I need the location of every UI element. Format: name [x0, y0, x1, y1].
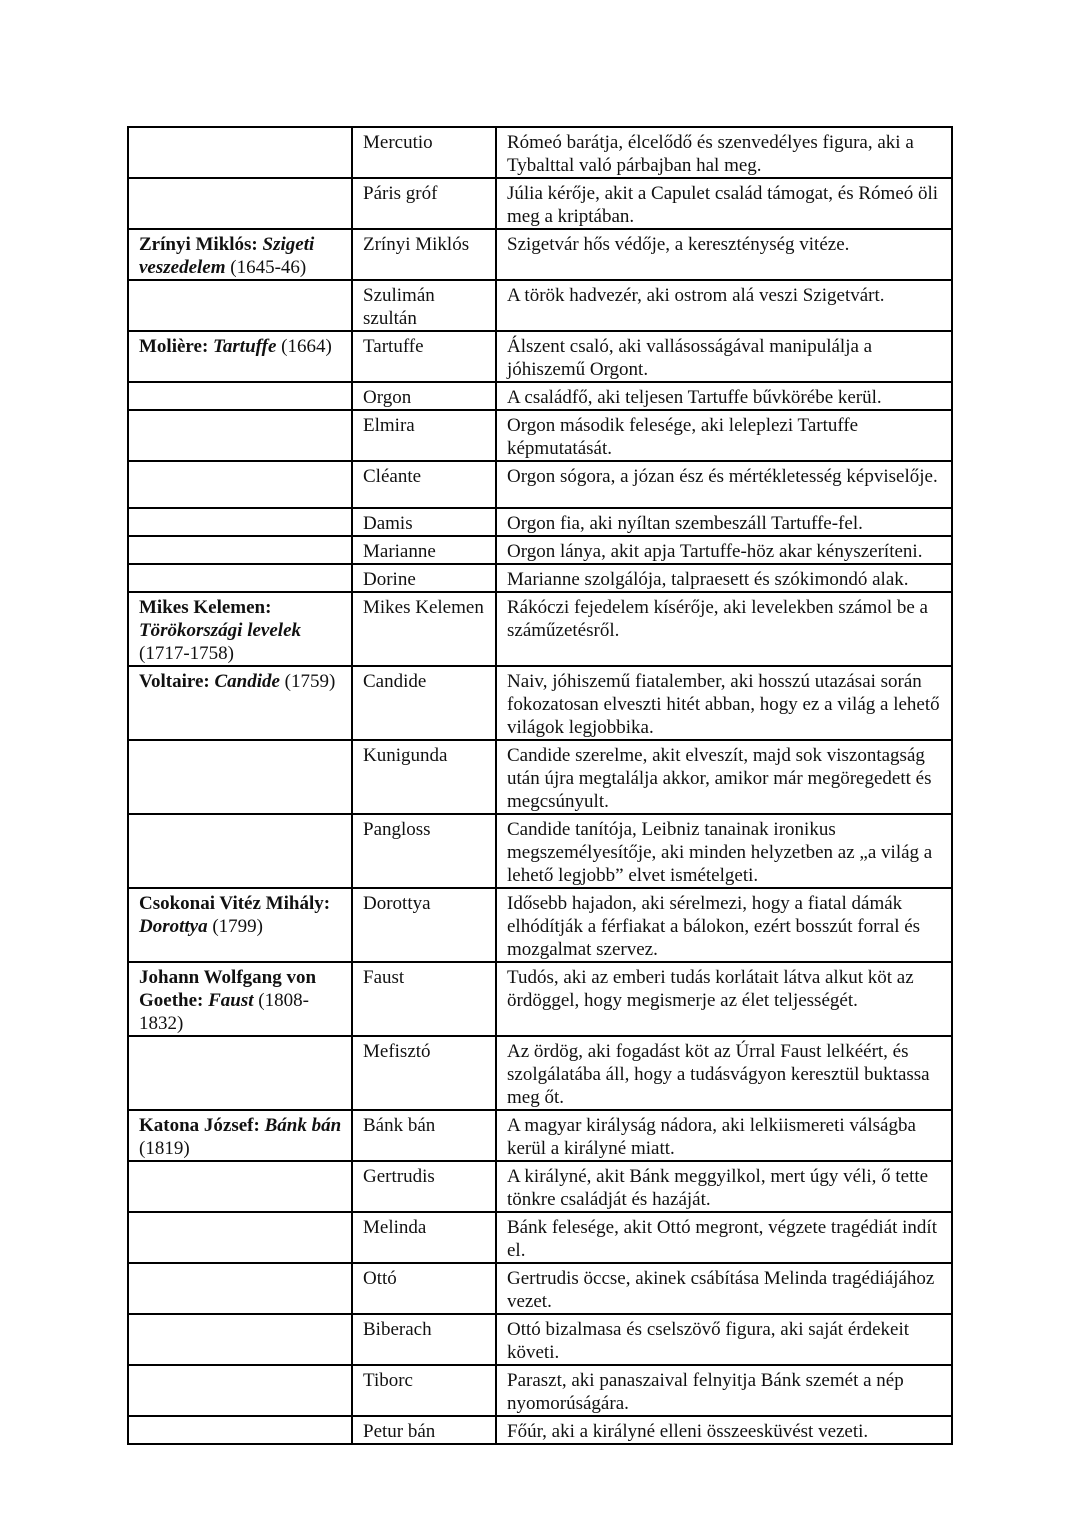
work-author: Katona József: [139, 1115, 265, 1136]
character-name: Faust [352, 962, 496, 1036]
work-cell [128, 1110, 352, 1161]
table-row [128, 814, 952, 888]
table-row [128, 564, 952, 592]
work-cell [128, 1314, 352, 1365]
character-name: Tartuffe [352, 331, 496, 382]
character-description: Szigetvár hős védője, a kereszténység vitéze. [496, 229, 952, 280]
character-description: Marianne szolgálója, talpraesett és szókimondó alak. [496, 564, 952, 592]
character-description: A királyné, akit Bánk meggyilkol, mert úgy véli, ő tette tönkre családját és hazáját. [496, 1161, 952, 1212]
table-row [128, 1263, 952, 1314]
character-description: Orgon második felesége, aki leleplezi Tartuffe képmutatását. [496, 410, 952, 461]
character-description: Rákóczi fejedelem kísérője, aki levelekben számol be a száműzetésről. [496, 592, 952, 666]
table-row [128, 508, 952, 536]
character-description: Idősebb hajadon, aki sérelmezi, hogy a fiatal dámák elhódítják a férfiakat a bálokon, ezért bosszút forral és mozgalmat szervez. [496, 888, 952, 962]
character-name: Szulimán szultán [352, 280, 496, 331]
table-row [128, 592, 952, 666]
character-description: Orgon sógora, a józan ész és mértékletesség képviselője. [496, 461, 952, 508]
work-cell [128, 888, 352, 962]
character-name: Orgon [352, 382, 496, 410]
character-name: Mercutio [352, 127, 496, 178]
table-row [128, 1416, 952, 1444]
character-name: Kunigunda [352, 740, 496, 814]
table-row [128, 666, 952, 740]
work-cell [128, 410, 352, 461]
character-description: Tudós, aki az emberi tudás korlátait látva alkut köt az ördöggel, hogy megismerje az élet teljességét. [496, 962, 952, 1036]
work-date: (1759) [279, 671, 336, 692]
table-row [128, 178, 952, 229]
work-cell [128, 178, 352, 229]
work-cell [128, 1212, 352, 1263]
table-row [128, 1110, 952, 1161]
work-cell [128, 461, 352, 508]
work-cell [128, 666, 352, 740]
table-row [128, 461, 952, 508]
work-cell [128, 1365, 352, 1416]
work-cell [128, 127, 352, 178]
character-name: Damis [352, 508, 496, 536]
character-name: Ottó [352, 1263, 496, 1314]
work-cell [128, 331, 352, 382]
character-name: Zrínyi Miklós [352, 229, 496, 280]
work-author: Johann Wolfgang von Goethe: [139, 967, 317, 1011]
work-cell [128, 536, 352, 564]
work-cell [128, 382, 352, 410]
character-name: Gertrudis [352, 1161, 496, 1212]
work-date: (1819) [139, 1138, 190, 1159]
table-row [128, 1036, 952, 1110]
work-title: Tartuffe [213, 336, 277, 357]
table-row [128, 331, 952, 382]
character-description: Paraszt, aki panaszaival felnyitja Bánk szemét a nép nyomorúságára. [496, 1365, 952, 1416]
character-name: Petur bán [352, 1416, 496, 1444]
work-cell [128, 1036, 352, 1110]
work-date: (1717-1758) [139, 643, 234, 664]
work-date: (1808-1832) [139, 990, 309, 1034]
character-description: Rómeó barátja, élcelődő és szenvedélyes figura, aki a Tybalttal való párbajban hal meg. [496, 127, 952, 178]
table-row [128, 740, 952, 814]
work-date: (1664) [276, 336, 332, 357]
table-row [128, 962, 952, 1036]
work-cell [128, 962, 352, 1036]
character-description: A családfő, aki teljesen Tartuffe bűvkörébe kerül. [496, 382, 952, 410]
character-description: Álszent csaló, aki vallásosságával manipulálja a jóhiszemű Orgont. [496, 331, 952, 382]
character-name: Dorottya [352, 888, 496, 962]
work-cell [128, 592, 352, 666]
work-date: (1645-46) [225, 257, 307, 278]
character-description: Az ördög, aki fogadást köt az Úrral Faust lelkéért, és szolgálatába áll, hogy a tudásvágyon keresztül buktassa meg őt. [496, 1036, 952, 1110]
character-description: Gertrudis öccse, akinek csábítása Melinda tragédiájához vezet. [496, 1263, 952, 1314]
work-cell [128, 1416, 352, 1444]
work-author: Csokonai Vitéz Mihály: [139, 893, 331, 914]
character-name: Cléante [352, 461, 496, 508]
table-row [128, 536, 952, 564]
character-description: Naiv, jóhiszemű fiatalember, aki hosszú utazásai során fokozatosan elveszti hitét abban, hogy ez a világ a lehető világok legjobbika. [496, 666, 952, 740]
work-cell [128, 229, 352, 280]
work-title: Faust [208, 990, 254, 1011]
character-name: Melinda [352, 1212, 496, 1263]
character-description: Főúr, aki a királyné elleni összeesküvést vezeti. [496, 1416, 952, 1444]
character-description: Bánk felesége, akit Ottó megront, végzete tragédiát indít el. [496, 1212, 952, 1263]
character-name: Tiborc [352, 1365, 496, 1416]
work-title: Candide [214, 671, 280, 692]
character-name: Mefisztó [352, 1036, 496, 1110]
table-row [128, 127, 952, 178]
table-row [128, 888, 952, 962]
work-author: Molière: [139, 336, 214, 357]
character-name: Páris gróf [352, 178, 496, 229]
character-name: Elmira [352, 410, 496, 461]
work-cell [128, 280, 352, 331]
work-date: (1799) [207, 916, 264, 937]
character-description: Orgon lánya, akit apja Tartuffe-höz akar kényszeríteni. [496, 536, 952, 564]
character-name: Marianne [352, 536, 496, 564]
character-description: A török hadvezér, aki ostrom alá veszi Szigetvárt. [496, 280, 952, 331]
character-name: Mikes Kelemen [352, 592, 496, 666]
character-name: Pangloss [352, 814, 496, 888]
work-cell [128, 740, 352, 814]
work-author: Mikes Kelemen: [139, 597, 272, 618]
character-description: A magyar királyság nádora, aki lelkiismereti válságba kerül a királyné miatt. [496, 1110, 952, 1161]
work-cell [128, 1161, 352, 1212]
table-row [128, 1212, 952, 1263]
characters-table-body [128, 127, 952, 1444]
character-name: Bánk bán [352, 1110, 496, 1161]
character-description: Candide szerelme, akit elveszít, majd sok viszontagság után újra megtalálja akkor, amikor már megöregedett és megcsúnyult. [496, 740, 952, 814]
character-description: Ottó bizalmasa és cselszövő figura, aki saját érdekeit követi. [496, 1314, 952, 1365]
work-title: Törökországi levelek [139, 620, 302, 641]
table-row [128, 382, 952, 410]
work-title: Szigeti veszedelem [139, 234, 315, 278]
work-cell [128, 508, 352, 536]
table-row [128, 280, 952, 331]
table-row [128, 410, 952, 461]
character-description: Candide tanítója, Leibniz tanainak ironikus megszemélyesítője, aki minden helyzetben az „a világ a lehető legjobb” elvet ismételgeti. [496, 814, 952, 888]
character-description: Júlia kérője, akit a Capulet család támogat, és Rómeó öli meg a kriptában. [496, 178, 952, 229]
character-name: Biberach [352, 1314, 496, 1365]
characters-table [127, 126, 953, 1445]
work-cell [128, 564, 352, 592]
work-title: Dorottya [139, 916, 208, 937]
work-title: Bánk bán [264, 1115, 342, 1136]
character-name: Candide [352, 666, 496, 740]
work-cell [128, 1263, 352, 1314]
work-author: Voltaire: [139, 671, 215, 692]
work-cell [128, 814, 352, 888]
table-row [128, 1314, 952, 1365]
work-author: Zrínyi Miklós: [139, 234, 263, 255]
character-name: Dorine [352, 564, 496, 592]
table-row [128, 229, 952, 280]
character-description: Orgon fia, aki nyíltan szembeszáll Tartuffe-fel. [496, 508, 952, 536]
table-row [128, 1161, 952, 1212]
table-row [128, 1365, 952, 1416]
